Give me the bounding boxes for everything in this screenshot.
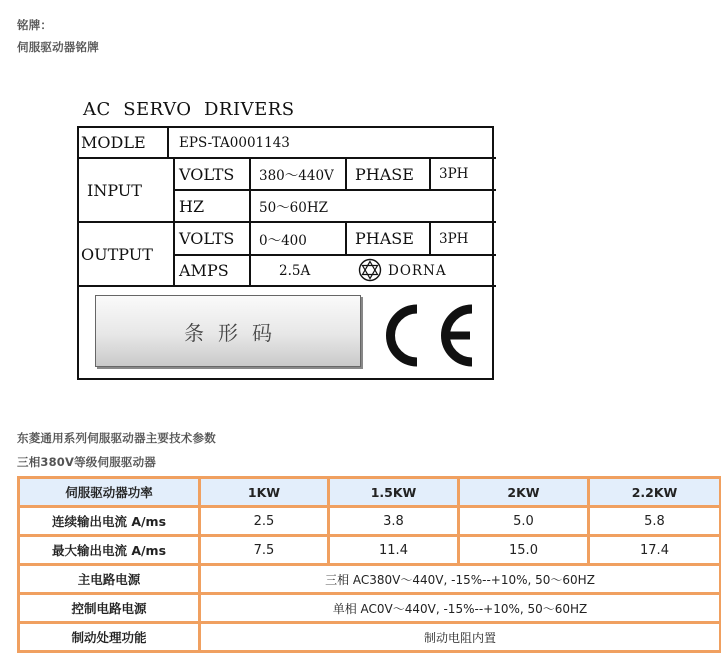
input-volts-value: 380～440V [259,168,334,184]
brand-name: DORNA [388,262,447,279]
ce-mark-icon [372,298,482,373]
header-power: 2KW [459,478,589,507]
dorna-logo-icon [358,258,382,282]
params-title: 东菱通用系列伺服驱动器主要技术参数 [17,431,216,445]
table-cell: 2.5 [200,507,329,536]
row-label: 控制电路电源 [19,594,200,623]
nameplate-divider [167,128,169,157]
nameplate-divider [429,157,431,189]
modle-value: EPS-TA0001143 [179,134,290,151]
hz-label: HZ [179,196,205,216]
nameplate-divider [249,157,251,285]
modle-label: MODLE [81,133,146,152]
input-phase-value: 3PH [439,166,469,182]
table-cell: 11.4 [329,536,459,565]
header-power: 2.2KW [589,478,721,507]
table-cell: 17.4 [589,536,721,565]
nameplate-divider [173,157,175,285]
nameplate-title: AC SERVO DRIVERS [83,99,295,120]
table-row [19,594,721,623]
nameplate-divider [345,157,347,189]
table-cell: 5.8 [589,507,721,536]
row-label: 制动处理功能 [19,623,200,652]
header-label: 伺服驱动器功率 [19,478,200,507]
input-volts-label: VOLTS [179,164,235,184]
nameplate-image [77,126,494,380]
nameplate-divider [345,221,347,254]
row-label: 最大输出电流 A/ms [19,536,200,565]
table-cell-wide: 制动电阻内置 [200,623,721,652]
table-cell: 7.5 [200,536,329,565]
table-row [19,536,721,565]
table-row [19,565,721,594]
nameplate-divider [175,189,496,191]
output-phase-value: 3PH [439,230,469,247]
header-power: 1.5KW [329,478,459,507]
table-cell: 5.0 [459,507,589,536]
nameplate-section-description: 伺服驱动器铭牌 [17,40,99,54]
nameplate-divider [429,221,431,254]
table-cell-wide: 三相 AC380V～440V, -15%--+10%, 50～60HZ [200,565,721,594]
row-label: 主电路电源 [19,565,200,594]
output-volts-value: 0～400 [259,232,307,249]
header-power: 1KW [200,478,329,507]
nameplate-divider [79,285,496,287]
input-hz-value: 50～60HZ [259,200,329,216]
row-label: 连续输出电流 A/ms [19,507,200,536]
table-cell-wide: 单相 AC0V～440V, -15%--+10%, 50～60HZ [200,594,721,623]
spec-table [17,476,721,653]
input-phase-label: PHASE [355,164,414,184]
nameplate-section-label: 铭牌： [17,18,53,32]
output-label: OUTPUT [81,244,153,264]
params-subtitle: 三相380V等级伺服驱动器 [17,455,157,469]
output-phase-label: PHASE [355,229,414,248]
table-cell: 3.8 [329,507,459,536]
amps-label: AMPS [179,261,229,280]
barcode-placeholder [95,295,361,367]
table-row [19,623,721,652]
input-label: INPUT [87,180,142,200]
table-cell: 15.0 [459,536,589,565]
barcode-label: 条形码 [184,320,286,345]
output-amps-value: 2.5A [279,262,311,279]
table-row [19,507,721,536]
table-header-row [19,478,721,507]
output-volts-label: VOLTS [179,229,235,248]
